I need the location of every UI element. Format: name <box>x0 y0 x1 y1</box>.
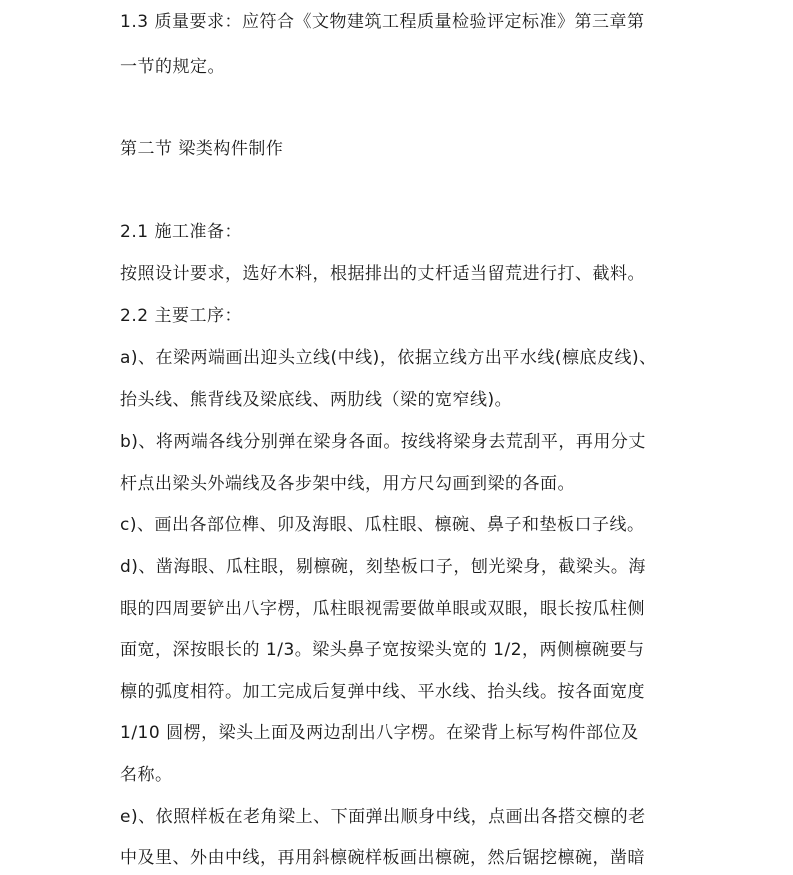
list-item-c: c)、画出各部位榫、卯及海眼、瓜柱眼、檩碗、鼻子和垫板口子线。 <box>120 515 645 535</box>
text-line: 中及里、外由中线，再用斜檩碗样板画出檩碗，然后锯挖檩碗，凿暗 <box>120 848 645 868</box>
subsection-heading: 2.1 施工准备： <box>120 222 242 242</box>
text-line: 檩的弧度相符。加工完成后复弹中线、平水线、抬头线。按各面宽度 <box>120 682 645 702</box>
text-line: 1/10 圆楞，梁头上面及两边刮出八字楞。在梁背上标写构件部位及 <box>120 723 639 743</box>
text-line: 面宽，深按眼长的 1/3。梁头鼻子宽按梁头宽的 1/2，两侧檩碗要与 <box>120 640 645 660</box>
text-line: 眼的四周要铲出八字楞，瓜柱眼视需要做单眼或双眼，眼长按瓜柱侧 <box>120 599 645 619</box>
list-item-d: d)、凿海眼、瓜柱眼，剔檩碗，刻垫板口子，刨光梁身，截梁头。海 <box>120 557 646 577</box>
list-item-b: b)、将两端各线分别弹在梁身各面。按线将梁身去荒刮平，再用分丈 <box>120 432 646 452</box>
text-line: 一节的规定。 <box>120 57 225 77</box>
list-item-e: e)、依照样板在老角梁上、下面弹出顺身中线，点画出各搭交檩的老 <box>120 807 646 827</box>
text-line: 名称。 <box>120 765 173 785</box>
subsection-heading: 2.2 主要工序： <box>120 306 242 326</box>
text-line-quality-requirement: 1.3 质量要求：应符合《文物建筑工程质量检验评定标准》第三章第 <box>120 12 645 32</box>
section-heading: 第二节 梁类构件制作 <box>120 139 284 159</box>
text-line: 杆点出梁头外端线及各步架中线，用方尺勾画到梁的各面。 <box>120 474 575 494</box>
list-item-a: a)、在梁两端画出迎头立线(中线)，依据立线方出平水线(檩底皮线)、 <box>120 348 657 368</box>
text-line: 抬头线、熊背线及梁底线、两肋线（梁的宽窄线)。 <box>120 390 513 410</box>
text-line: 按照设计要求，选好木料，根据排出的丈杆适当留荒进行打、截料。 <box>120 264 645 284</box>
